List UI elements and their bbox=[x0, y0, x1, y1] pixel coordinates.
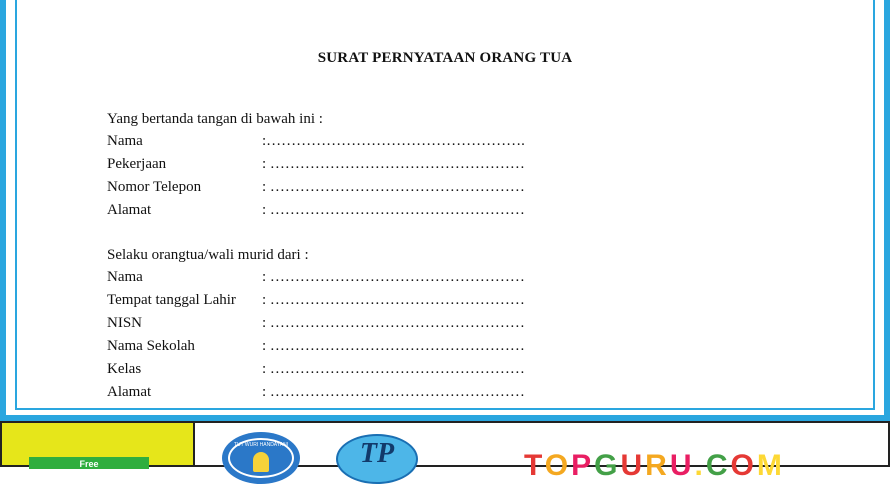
site-name-logo[interactable]: TOPGURU.COM bbox=[524, 449, 785, 482]
torch-icon bbox=[253, 452, 269, 472]
student-field-class bbox=[107, 361, 525, 378]
field-dots: : …………………………………………… bbox=[262, 384, 525, 400]
parent-field-phone bbox=[107, 179, 525, 196]
field-label: Nomor Telepon bbox=[107, 179, 202, 195]
tp-logo bbox=[336, 434, 418, 484]
student-field-nisn bbox=[107, 315, 525, 332]
field-dots: : …………………………………………… bbox=[262, 338, 525, 354]
banner-left-panel bbox=[0, 421, 193, 467]
free-badge[interactable]: Free bbox=[29, 457, 149, 469]
field-dots: : …………………………………………… bbox=[262, 361, 525, 377]
field-dots: : …………………………………………… bbox=[262, 202, 525, 218]
field-label: Alamat bbox=[107, 384, 152, 400]
student-field-address bbox=[107, 384, 525, 401]
field-label: Tempat tanggal Lahir bbox=[107, 292, 236, 308]
student-field-birth bbox=[107, 292, 525, 309]
field-dots: : …………………………………………… bbox=[262, 179, 525, 195]
field-label: Nama bbox=[107, 133, 143, 149]
field-dots: :……………………………………………. bbox=[262, 133, 525, 149]
field-label: Kelas bbox=[107, 361, 142, 377]
field-dots: : …………………………………………… bbox=[262, 315, 525, 331]
student-intro-text: Selaku orangtua/wali murid dari : bbox=[107, 247, 309, 263]
field-label: Nama Sekolah bbox=[107, 338, 195, 354]
tut-wuri-logo bbox=[222, 432, 300, 484]
parent-field-job bbox=[107, 156, 525, 173]
field-dots: : …………………………………………… bbox=[262, 292, 525, 308]
student-field-name bbox=[107, 269, 525, 286]
field-dots: : …………………………………………… bbox=[262, 269, 525, 285]
document-title: SURAT PERNYATAAN ORANG TUA bbox=[317, 50, 573, 66]
field-label: Nama bbox=[107, 269, 143, 285]
intro-text: Yang bertanda tangan di bawah ini : bbox=[107, 111, 323, 127]
parent-field-address bbox=[107, 202, 525, 219]
field-label: NISN bbox=[107, 315, 143, 331]
tp-logo-text: TP bbox=[359, 438, 395, 469]
field-dots: : …………………………………………… bbox=[262, 156, 525, 172]
field-label: Alamat bbox=[107, 202, 152, 218]
parent-field-name bbox=[107, 133, 525, 150]
field-label: Pekerjaan bbox=[107, 156, 167, 172]
student-field-school bbox=[107, 338, 525, 355]
logo-motto: TUT WURI HANDAYANI bbox=[233, 442, 289, 448]
